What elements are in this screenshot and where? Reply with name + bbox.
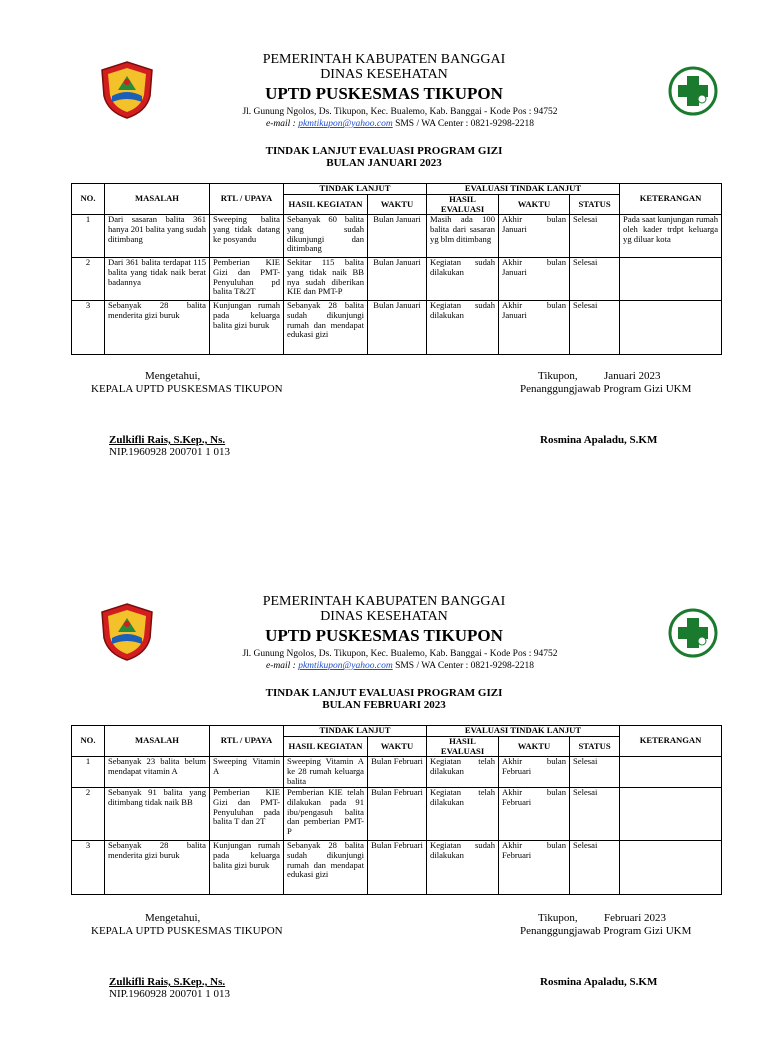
header-rtl: RTL / UPAYA (210, 726, 284, 757)
signature-acknowledged: Mengetahui, (145, 370, 201, 382)
cell-keterangan (620, 757, 722, 788)
letterhead-agency: DINAS KESEHATAN (320, 609, 448, 624)
signature-date: Februari 2023 (604, 912, 667, 924)
cell-hasil-kegiatan: Sebanyak 28 balita sudah dikunjungi rumah dan mendapat edukasi gizi (284, 301, 368, 355)
header-no: NO. (72, 184, 105, 215)
cell-masalah: Sebanyak 23 balita belum mendapat vitamin A (105, 757, 210, 788)
header-hasil-evaluasi: HASIL EVALUASI (427, 195, 499, 215)
report-january (0, 0, 768, 512)
cell-no: 2 (72, 788, 105, 841)
table-row (72, 258, 722, 301)
header-status: STATUS (570, 195, 620, 215)
header-waktu-evaluasi: WAKTU (499, 195, 570, 215)
sms-center: SMS / WA Center : 0821-9298-2218 (395, 661, 534, 671)
cell-waktu: Bulan Januari (368, 215, 427, 258)
cell-status: Selesai (570, 788, 620, 841)
header-keterangan: KETERANGAN (620, 726, 722, 757)
signature-head-name: Zulkifli Rais, S.Kep., Ns. (109, 976, 226, 988)
cell-hasil-kegiatan: Pemberian KIE telah dilakukan pada 91 ibu/pengasuh balita dan pemberian PMT-P (284, 788, 368, 841)
header-no: NO. (72, 726, 105, 757)
header-rtl: RTL / UPAYA (210, 184, 284, 215)
table-row (72, 301, 722, 355)
report-title: TINDAK LANJUT EVALUASI PROGRAM GIZI (265, 687, 503, 699)
sms-center: SMS / WA Center : 0821-9298-2218 (395, 119, 534, 129)
cell-waktu-evaluasi: Akhir bulan Januari (499, 258, 570, 301)
cell-masalah: Sebanyak 28 balita menderita gizi buruk (105, 301, 210, 355)
letterhead-address: Jl. Gunung Ngolos, Ds. Tikupon, Kec. Bualemo, Kab. Banggai - Kode Pos : 94752 (242, 649, 558, 659)
signature-pic-name: Rosmina Apaladu, S.KM (540, 976, 658, 988)
letterhead-government: PEMERINTAH KABUPATEN BANGGAI (262, 594, 506, 609)
header-waktu: WAKTU (368, 195, 427, 215)
signature-place: Tikupon, (538, 912, 578, 924)
cell-status: Selesai (570, 301, 620, 355)
cell-no: 3 (72, 841, 105, 895)
header-evaluasi: EVALUASI TINDAK LANJUT (427, 184, 620, 195)
email-link[interactable]: pkmtikupon@yahoo.com (298, 119, 393, 129)
cell-masalah: Sebanyak 91 balita yang ditimbang tidak naik BB (105, 788, 210, 841)
signature-head-title: KEPALA UPTD PUSKESMAS TIKUPON (91, 383, 283, 395)
cell-rtl: Pemberian KIE Gizi dan PMT-Penyuluhan pd balita T&2T (210, 258, 284, 301)
cell-keterangan (620, 788, 722, 841)
cell-hasil-kegiatan: Sweeping Vitamin A ke 28 rumah keluarga balita (284, 757, 368, 788)
cell-no: 1 (72, 215, 105, 258)
letterhead-government: PEMERINTAH KABUPATEN BANGGAI (262, 52, 506, 67)
cell-no: 3 (72, 301, 105, 355)
cell-keterangan (620, 258, 722, 301)
report-month: BULAN FEBRUARI 2023 (322, 699, 446, 711)
letterhead-agency: DINAS KESEHATAN (320, 67, 448, 82)
header-tindak-lanjut: TINDAK LANJUT (284, 184, 427, 195)
letterhead-contact (0, 119, 768, 129)
header-evaluasi: EVALUASI TINDAK LANJUT (427, 726, 620, 737)
signature-pic-title: Penanggungjawab Program Gizi UKM (520, 383, 692, 395)
signature-pic-name: Rosmina Apaladu, S.KM (540, 434, 658, 446)
table-row (72, 841, 722, 895)
cell-rtl: Pemberian KIE Gizi dan PMT-Penyuluhan pada balita T dan 2T (210, 788, 284, 841)
cell-waktu-evaluasi: Akhir bulan Januari (499, 215, 570, 258)
header-hasil-kegiatan: HASIL KEGIATAN (284, 195, 368, 215)
cell-waktu: Bulan Januari (368, 258, 427, 301)
signature-acknowledged: Mengetahui, (145, 912, 201, 924)
cell-masalah: Dari sasaran balita 361 hanya 201 balita yang sudah ditimbang (105, 215, 210, 258)
report-february (0, 542, 768, 1054)
cell-waktu-evaluasi: Akhir bulan Januari (499, 301, 570, 355)
cell-hasil-evaluasi: Kegiatan telah dilakukan (427, 757, 499, 788)
cell-rtl: Sweeping balita yang tidak datang ke posyandu (210, 215, 284, 258)
signature-date: Januari 2023 (604, 370, 661, 382)
cell-keterangan (620, 301, 722, 355)
email-label: e-mail : (266, 119, 296, 129)
letterhead-contact (0, 661, 768, 671)
evaluation-table (71, 725, 722, 895)
cell-hasil-evaluasi: Kegiatan sudah dilakukan (427, 841, 499, 895)
cell-masalah: Dari 361 balita terdapat 115 balita yang tidak naik berat badannya (105, 258, 210, 301)
report-month: BULAN JANUARI 2023 (326, 157, 442, 169)
signature-head-title: KEPALA UPTD PUSKESMAS TIKUPON (91, 925, 283, 937)
header-waktu: WAKTU (368, 737, 427, 757)
header-hasil-evaluasi: HASIL EVALUASI (427, 737, 499, 757)
signature-head-name: Zulkifli Rais, S.Kep., Ns. (109, 434, 226, 446)
cell-status: Selesai (570, 215, 620, 258)
cell-rtl: Sweeping Vitamin A (210, 757, 284, 788)
cell-waktu-evaluasi: Akhir bulan Februari (499, 841, 570, 895)
cell-status: Selesai (570, 258, 620, 301)
cell-hasil-evaluasi: Kegiatan sudah dilakukan (427, 301, 499, 355)
letterhead-institution: UPTD PUSKESMAS TIKUPON (265, 84, 503, 103)
cell-waktu: Bulan Februari (368, 841, 427, 895)
signature-head-nip: NIP.1960928 200701 1 013 (109, 446, 231, 458)
email-label: e-mail : (266, 661, 296, 671)
cell-rtl: Kunjungan rumah pada keluarga balita gizi buruk (210, 301, 284, 355)
report-title: TINDAK LANJUT EVALUASI PROGRAM GIZI (265, 145, 503, 157)
cell-waktu: Bulan Februari (368, 757, 427, 788)
cell-hasil-kegiatan: Sebanyak 60 balita yang sudah dikunjungi dan ditimbang (284, 215, 368, 258)
cell-hasil-kegiatan: Sebanyak 28 balita sudah dikunjungi rumah dan mendapat edukasi gizi (284, 841, 368, 895)
cell-waktu-evaluasi: Akhir bulan Februari (499, 788, 570, 841)
cell-status: Selesai (570, 757, 620, 788)
header-tindak-lanjut: TINDAK LANJUT (284, 726, 427, 737)
cell-hasil-evaluasi: Kegiatan telah dilakukan (427, 788, 499, 841)
header-masalah: MASALAH (105, 184, 210, 215)
cell-no: 1 (72, 757, 105, 788)
signature-pic-title: Penanggungjawab Program Gizi UKM (520, 925, 692, 937)
header-status: STATUS (570, 737, 620, 757)
cell-keterangan: Pada saat kunjungan rumah oleh kader trdpt keluarga yg diluar kota (620, 215, 722, 258)
table-row (72, 215, 722, 258)
signature-head-nip: NIP.1960928 200701 1 013 (109, 988, 231, 1000)
cell-status: Selesai (570, 841, 620, 895)
header-hasil-kegiatan: HASIL KEGIATAN (284, 737, 368, 757)
header-keterangan: KETERANGAN (620, 184, 722, 215)
cell-hasil-kegiatan: Sekitar 115 balita yang tidak naik BB nya sudah diberikan KIE dan PMT-P (284, 258, 368, 301)
header-waktu-evaluasi: WAKTU (499, 737, 570, 757)
table-row (72, 788, 722, 841)
email-link[interactable]: pkmtikupon@yahoo.com (298, 661, 393, 671)
cell-waktu: Bulan Januari (368, 301, 427, 355)
cell-masalah: Sebanyak 28 balita menderita gizi buruk (105, 841, 210, 895)
cell-waktu: Bulan Februari (368, 788, 427, 841)
cell-rtl: Kunjungan rumah pada keluarga balita gizi buruk (210, 841, 284, 895)
signature-place: Tikupon, (538, 370, 578, 382)
header-masalah: MASALAH (105, 726, 210, 757)
letterhead-institution: UPTD PUSKESMAS TIKUPON (265, 626, 503, 645)
cell-hasil-evaluasi: Kegiatan sudah dilakukan (427, 258, 499, 301)
cell-waktu-evaluasi: Akhir bulan Februari (499, 757, 570, 788)
cell-no: 2 (72, 258, 105, 301)
cell-hasil-evaluasi: Masih ada 100 balita dari sasaran yg blm ditimbang (427, 215, 499, 258)
evaluation-table (71, 183, 722, 355)
letterhead-address: Jl. Gunung Ngolos, Ds. Tikupon, Kec. Bualemo, Kab. Banggai - Kode Pos : 94752 (242, 107, 558, 117)
cell-keterangan (620, 841, 722, 895)
table-row (72, 757, 722, 788)
